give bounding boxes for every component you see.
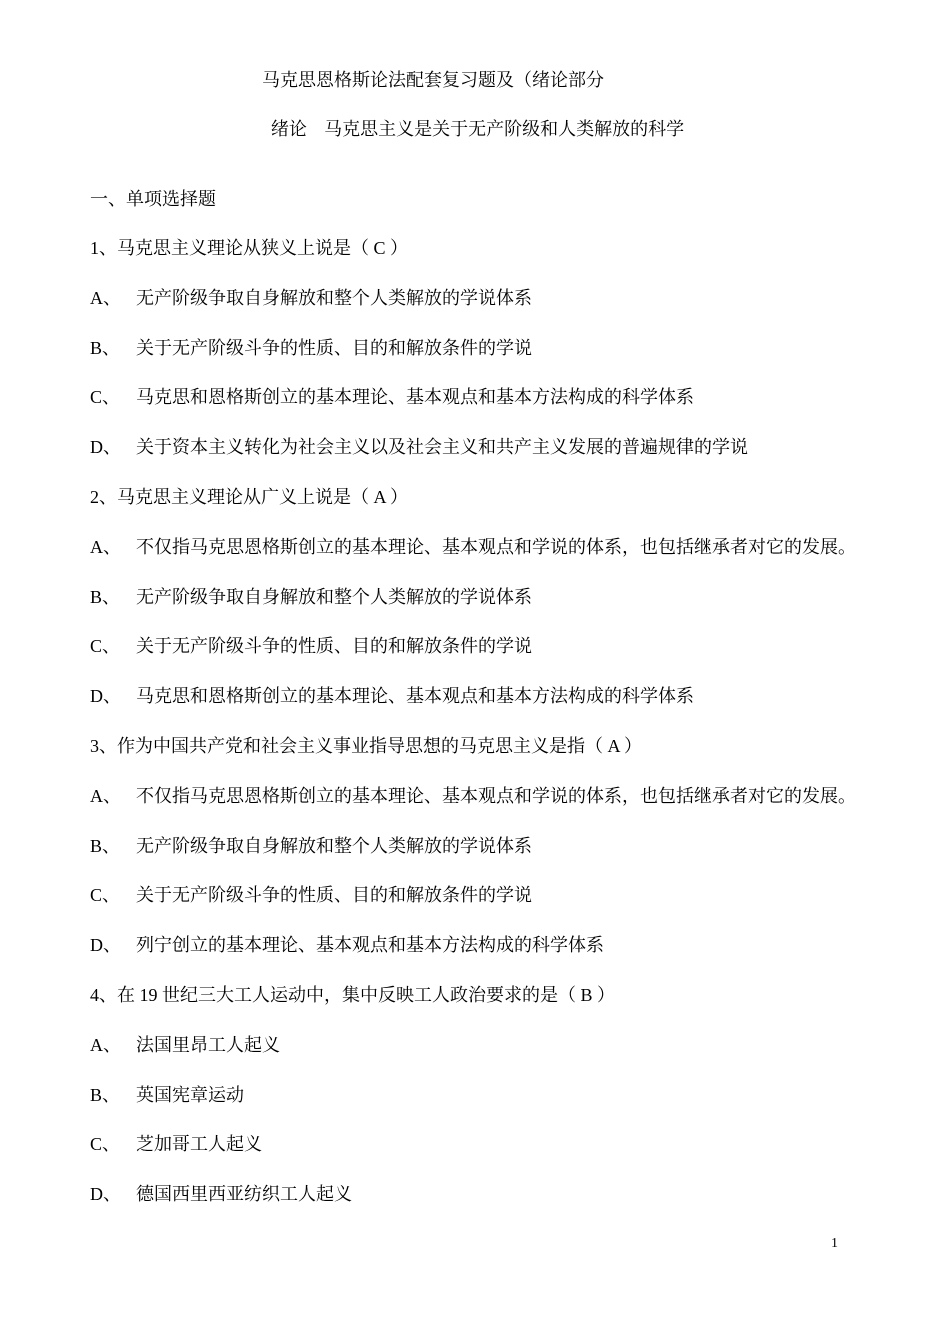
question-stem: 2、马克思主义理论从广义上说是（ A ）	[90, 486, 409, 507]
option-text: 不仅指马克思恩格斯创立的基本理论、基本观点和学说的体系，也包括继承者对它的发展。	[136, 536, 856, 558]
option-text: 无产阶级争取自身解放和整个人类解放的学说体系	[136, 287, 532, 309]
option-item	[90, 435, 856, 485]
question-stem: 1、马克思主义理论从狭义上说是（ C ）	[90, 238, 409, 258]
option-letter: C、	[90, 885, 121, 906]
option-text: 马克思和恩格斯创立的基本理论、基本观点和基本方法构成的科学体系	[136, 686, 694, 708]
option-item	[90, 834, 856, 884]
option-letter: D、	[90, 437, 121, 458]
option-letter: A、	[90, 1034, 121, 1055]
option-letter: B、	[90, 1084, 121, 1105]
option-text: 无产阶级争取自身解放和整个人类解放的学说体系	[136, 835, 532, 857]
option-text: 关于无产阶级斗争的性质、目的和解放条件的学说	[136, 885, 532, 907]
document-subtitle: 绪论 马克思主义是关于无产阶级和人类解放的科学	[270, 119, 685, 140]
option-letter: B、	[90, 835, 121, 856]
option-text: 不仅指马克思恩格斯创立的基本理论、基本观点和学说的体系，也包括继承者对它的发展。	[136, 785, 856, 807]
option-item	[90, 1132, 856, 1182]
option-letter: C、	[90, 387, 121, 408]
option-item	[90, 684, 856, 734]
option-text: 关于无产阶级斗争的性质、目的和解放条件的学说	[136, 337, 532, 359]
option-text: 马克思和恩格斯创立的基本理论、基本观点和基本方法构成的科学体系	[136, 387, 694, 409]
option-item	[90, 336, 856, 386]
option-item	[90, 535, 856, 585]
option-text: 无产阶级争取自身解放和整个人类解放的学说体系	[136, 586, 532, 608]
option-letter: A、	[90, 785, 121, 806]
option-item	[90, 933, 856, 983]
option-item	[90, 585, 856, 635]
option-text: 英国宪章运动	[136, 1084, 244, 1106]
question-list	[90, 236, 856, 1232]
option-letter: B、	[90, 586, 121, 607]
option-item	[90, 1083, 856, 1133]
option-letter: C、	[90, 636, 121, 657]
option-text: 关于无产阶级斗争的性质、目的和解放条件的学说	[136, 636, 532, 658]
question-stem: 4、在 19 世纪三大工人运动中，集中反映工人政治要求的是（ B ）	[90, 984, 616, 1005]
option-letter: D、	[90, 686, 121, 707]
option-letter: C、	[90, 1134, 121, 1155]
option-text: 列宁创立的基本理论、基本观点和基本方法构成的科学体系	[136, 935, 604, 957]
option-text: 德国西里西亚纺织工人起义	[136, 1184, 352, 1206]
document-title: 马克思恩格斯论法配套复习题及（绪论部分	[262, 70, 604, 91]
option-item	[90, 385, 856, 435]
option-letter: D、	[90, 1184, 121, 1205]
page-number: 1	[831, 1236, 838, 1251]
option-item	[90, 1033, 856, 1083]
option-item	[90, 883, 856, 933]
section-heading: 一、单项选择题	[90, 189, 216, 210]
option-item	[90, 784, 856, 834]
option-item	[90, 286, 856, 336]
option-text: 芝加哥工人起义	[136, 1134, 262, 1156]
question-stem: 3、作为中国共产党和社会主义事业指导思想的马克思主义是指（ A ）	[90, 735, 643, 756]
option-letter: B、	[90, 337, 121, 358]
option-item	[90, 634, 856, 684]
option-item	[90, 1182, 856, 1232]
option-letter: A、	[90, 287, 121, 308]
option-letter: D、	[90, 935, 121, 956]
option-text: 法国里昂工人起义	[136, 1034, 280, 1056]
option-letter: A、	[90, 536, 121, 557]
option-text: 关于资本主义转化为社会主义以及社会主义和共产主义发展的普遍规律的学说	[136, 437, 748, 459]
